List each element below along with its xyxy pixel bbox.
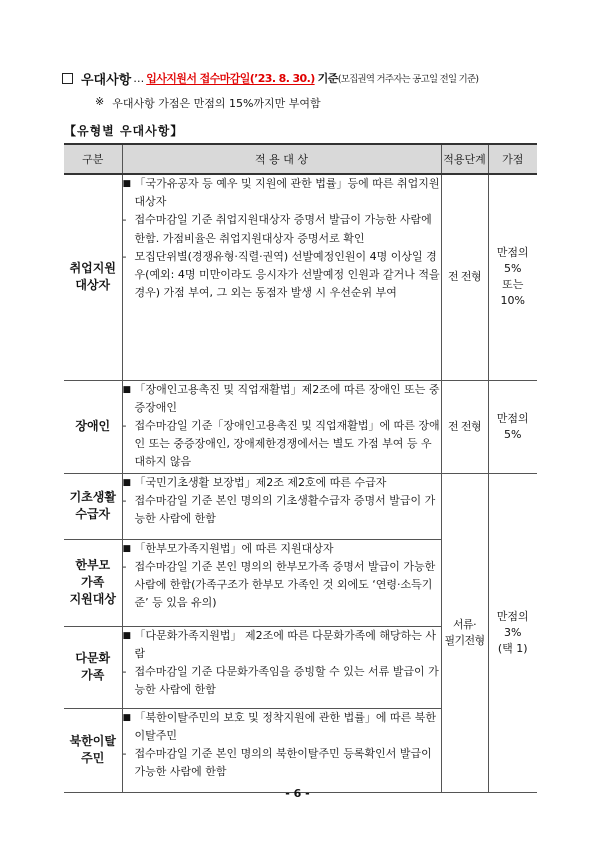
column-header: 가점 [488, 144, 537, 174]
target-sub-item [123, 248, 441, 303]
heading-title: 우대사항 [81, 72, 132, 88]
cell-line: 지원대상 [69, 592, 116, 606]
target-main-item [123, 709, 441, 745]
target-text: 접수마감일 기준 본인 명의의 한부모가족 증명서 발급이 가능한 사람에 한함(가족구조가 한부모 가족인 것 외에도 ‘연령·소득기준’ 등 있음 유의) [134, 559, 436, 610]
cell-line: 필기전형 [444, 633, 485, 647]
target-text: 「북한이탈주민의 보호 및 정착지원에 관한 법률」에 따른 북한이탈주민 [134, 710, 436, 742]
target-text: 접수마감일 기준「장애인고용촉진 및 직업재활법」에 따른 장애인 또는 중증장애인, 장애제한경쟁에서는 별도 가점 부여 등 우대하지 않음 [134, 418, 440, 469]
category-cell [64, 380, 122, 473]
square-bullet-icon: ■ [122, 179, 132, 189]
target-sub-item [123, 745, 441, 781]
cell-line: 전 전형 [448, 419, 481, 433]
category-cell [64, 626, 122, 708]
subsection-title: 【유형별 우대사항】 [64, 124, 184, 138]
target-sub-item [123, 558, 441, 613]
table-row [64, 380, 537, 473]
cell-line: 대상자 [75, 278, 111, 293]
target-cell [122, 174, 441, 380]
target-cell [122, 708, 441, 792]
target-main-item [123, 474, 441, 492]
points-cell [488, 380, 537, 473]
dash-bullet-icon: - [122, 249, 127, 263]
checkbox-icon [62, 73, 73, 84]
dash-bullet-icon: - [122, 746, 127, 760]
square-bullet-icon: ■ [122, 712, 132, 723]
dash-bullet-icon: - [122, 664, 127, 678]
table-row [64, 174, 537, 380]
cell-line: 5% [504, 427, 522, 441]
target-main-item [123, 540, 441, 558]
target-text: 접수마감일 기준 본인 명의의 기초생활수급자 증명서 발급이 가능한 사람에 한함 [134, 493, 436, 525]
cell-line: (택 1) [497, 641, 528, 655]
target-text: 「국가유공자 등 예우 및 지원에 관한 법률」등에 따른 취업지원대상자 [134, 177, 440, 209]
target-text: 접수마감일 기준 다문화가족임을 증빙할 수 있는 서류 발급이 가능한 사람에 한함 [134, 664, 439, 697]
column-header: 적 용 대 상 [122, 144, 441, 174]
square-bullet-icon: ■ [122, 384, 132, 395]
cell-line: 북한이탈 [69, 734, 116, 748]
heading-dots: … [133, 71, 145, 85]
target-text: 접수마감일 기준 본인 명의의 북한이탈주민 등록확인서 발급이 가능한 사람에 한함 [134, 746, 432, 779]
table-header-row [64, 144, 537, 174]
target-text: 모집단위별(경쟁유형·직렬·권역) 선발예정인원이 4명 이상일 경우(예외: 4명 미만이라도 응시자가 선발예정 인원과 같거나 적을 경우) 가점 부여, 그 외는 동점자 발생 시 우선순위 부여 [134, 249, 440, 300]
cell-line: 만점의 [496, 411, 529, 425]
dash-bullet-icon: - [122, 213, 127, 227]
cell-line: 가족 [81, 668, 105, 682]
target-main-item [123, 627, 441, 663]
target-main-item [123, 175, 441, 211]
target-cell [122, 380, 441, 473]
cell-line: 다문화 [75, 651, 111, 665]
stage-cell [441, 380, 488, 473]
bonus-note [95, 95, 321, 111]
cell-line: 가족 [81, 575, 105, 589]
dash-bullet-icon: - [122, 559, 127, 573]
square-bullet-icon: ■ [122, 477, 132, 488]
cell-line: 취업지원 [69, 261, 116, 276]
cell-line: 10% [500, 294, 525, 308]
cell-line: 수급자 [75, 507, 111, 521]
target-main-item [123, 381, 441, 417]
points-cell [488, 174, 537, 380]
target-text: 접수마감일 기준 취업지원대상자 증명서 발급이 가능한 사람에 한함. 가점비율은 취업지원대상자 증명서로 확인 [134, 213, 432, 245]
section-heading [62, 69, 478, 87]
category-cell [64, 174, 122, 380]
cell-line: 서류· [453, 617, 476, 631]
heading-basis: 기준 [317, 72, 338, 85]
page-number: - 6 - [285, 787, 310, 800]
preference-table [64, 143, 537, 793]
target-cell [122, 539, 441, 626]
reference-mark-icon: ※ [95, 95, 105, 108]
target-text: 「장애인고용촉진 및 직업재활법」제2조에 따른 장애인 또는 중증장애인 [134, 382, 440, 414]
dash-bullet-icon: - [122, 493, 127, 507]
target-cell [122, 473, 441, 539]
square-bullet-icon: ■ [122, 543, 132, 554]
cell-line: 한부모 [75, 558, 111, 572]
cell-line: 또는 [502, 278, 524, 292]
target-text: 「다문화가족지원법」 제2조에 따른 다문화가족에 해당하는 사람 [134, 628, 437, 660]
cell-line: 만점의 [496, 609, 529, 623]
target-text: 「국민기초생활 보장법」제2조 제2호에 따른 수급자 [134, 475, 387, 489]
cell-line: 만점의 [496, 246, 529, 260]
cell-line: 장애인 [75, 419, 111, 433]
column-header: 구분 [64, 144, 122, 174]
target-sub-item [123, 211, 441, 247]
table-row [64, 473, 537, 539]
cell-line: 5% [504, 262, 522, 276]
cell-line: 주민 [81, 751, 105, 765]
target-sub-item [123, 492, 441, 528]
square-bullet-icon: ■ [122, 630, 132, 641]
points-cell [488, 473, 537, 792]
stage-cell [441, 174, 488, 380]
cell-line: 3% [504, 625, 522, 639]
dash-bullet-icon: - [122, 418, 127, 432]
heading-deadline: 입사지원서 접수마감일(’23. 8. 30.) [146, 72, 315, 85]
bonus-note-text: 우대사항 가점은 만점의 15%까지만 부여함 [112, 97, 321, 110]
target-sub-item [123, 417, 441, 472]
column-header: 적용단계 [441, 144, 488, 174]
cell-line: 기초생활 [69, 490, 116, 504]
target-text: 「한부모가족지원법」에 따른 지원대상자 [134, 541, 334, 555]
category-cell [64, 473, 122, 539]
target-sub-item [123, 663, 441, 699]
cell-line: 전 전형 [448, 270, 481, 284]
stage-cell [441, 473, 488, 792]
category-cell [64, 539, 122, 626]
heading-note: (모집권역 거주자는 공고일 전일 기준) [337, 74, 479, 85]
category-cell [64, 708, 122, 792]
target-cell [122, 626, 441, 708]
